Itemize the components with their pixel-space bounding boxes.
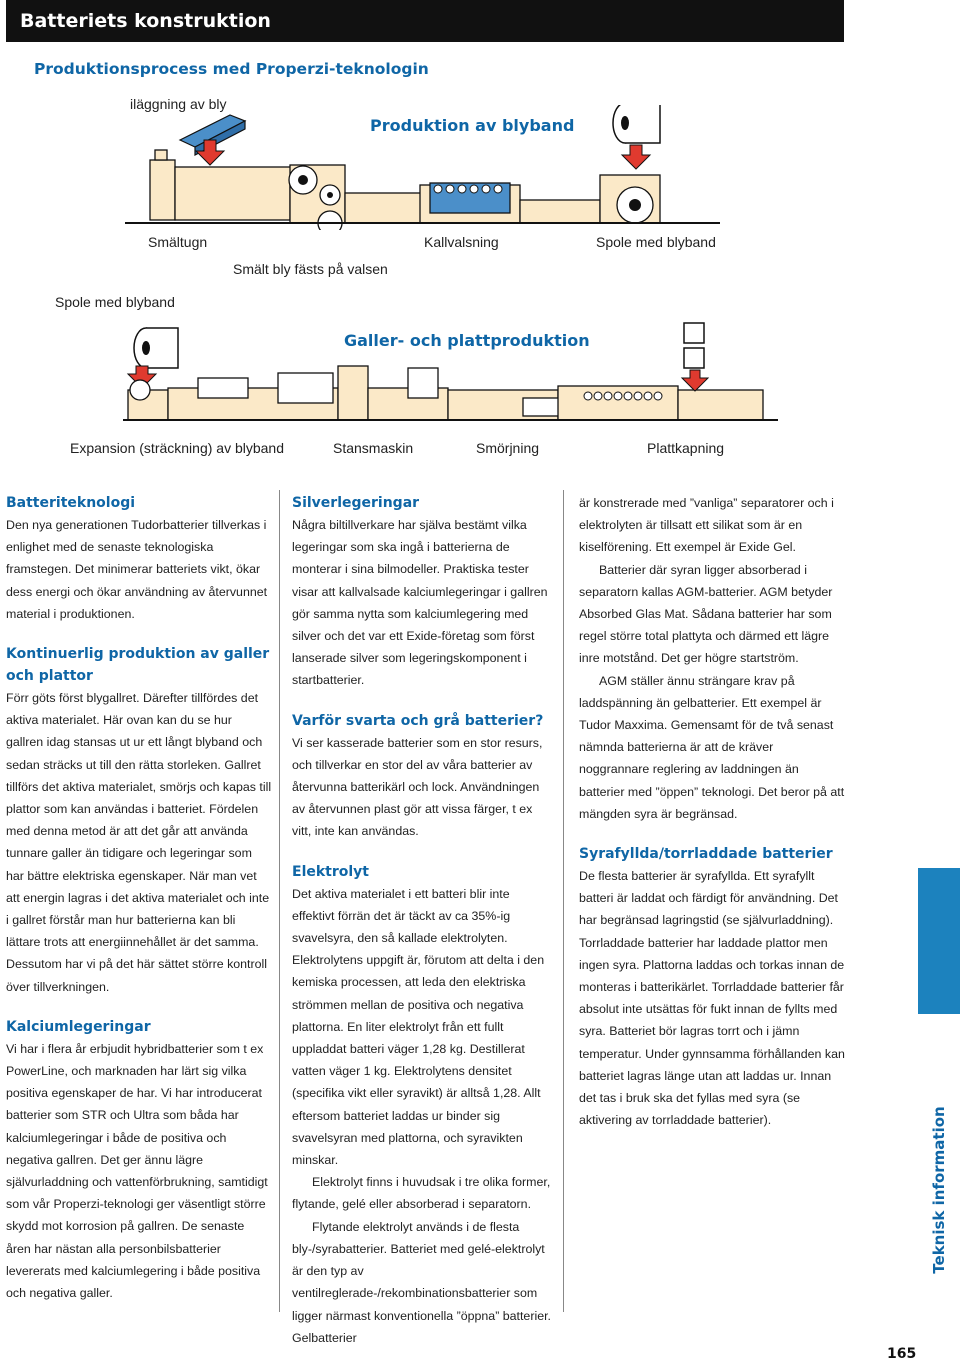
grid-plate-production-diagram [118, 318, 838, 428]
text-battery-technology: Den nya generationen Tudorbatterier tillverkas i enlighet med de senaste teknologiska framstegen. Det minimerar batteriets vikt, ökar dess energi och ökar användning av återvunnet material i produktionen. [6, 518, 268, 621]
text-silver-alloys: Några biltillverkare har själva bestämt vilka legeringar som ska ingå i batterierna de monterar i sina bilmodeller. Praktiska tester visar att kallvalsade kalciumlegeringar i gallren gör samma nytta som kalciumlegering med silver och det var ett Exide-företag som först lanserade silver som legeringskomponent i startbatterier. [292, 518, 548, 688]
text-calcium-alloys: Vi har i flera år erbjudit hybridbatterier som t ex PowerLine, och marknaden har lärt sig vilka positiva egenskaper de har. Vi har introducerat batterier som STR och Ultra som båda har kalciumlegeringar i både de positiva och negativa gallren. Det ger ännu lägre självurladdning och vattenförbrukning, samtidigt som vår Properzi-teknologi ger väsentligt större skydd mot korrosion på gallren. De senaste åren har nästan alla personbilsbatterier levererats med kalciumlegering i både positiva och negativa galler. [6, 1041, 268, 1301]
text-continuous-production: Förr göts först blygallret. Därefter tillfördes det aktiva materialet. Här ovan kan du se hur gallren idag stansas ut ur ett långt blyband och sedan sträcks ut till den rätta storleken. Gallret tillförs det aktiva materialet, smörjs och kapas till plattor som kan användas i batteriet. Fördelen med denna metod är att det går att använda tunnare galler än tidigare och legeringar som har bättre elektriska egenskaper. När man vet att energin lagras i det aktiva materialet och inte i gallret förstår man hur batterierna kan bli lättare trots att energiinnehållet är det samma. Dessutom har vi på det här sättet större kontroll över tillverkningen. [6, 691, 272, 994]
label-greasing: Smörjning [476, 440, 540, 456]
expansion-unit [128, 366, 368, 420]
text-electrolyte-2: Elektrolyt finns i huvudsak i tre olika former, flytande, gelé eller absorberad i separatorn. [292, 1175, 551, 1212]
label-expansion: Expansion (sträckning) av blyband [70, 440, 285, 456]
label-spool-bottom: Spole med blyband [55, 294, 175, 310]
label-spool-top: Spole med blyband [596, 234, 716, 250]
heading-calcium-alloys: Kalciumlegeringar [6, 1018, 151, 1035]
spool-icon [134, 328, 178, 368]
heading-black-grey-batteries: Varför svarta och grå batterier? [292, 712, 544, 729]
column-2 [292, 492, 554, 1349]
label-attach: Smält bly fästs på valsen [233, 261, 388, 277]
side-tab [918, 868, 960, 1014]
side-label-text: Teknisk information [930, 1106, 948, 1274]
label-cold-rolling: Kallvalsning [424, 234, 499, 250]
text-black-grey-batteries: Vi ser kasserade batterier som en stor resurs, och tillverkar en stor del av våra batterier av återvunna batterikärl och lock. Användningen av återvunnen plast gör att vissa färger, t ex vitt, inte kan användas. [292, 735, 543, 839]
heading-silver-alloys: Silverlegeringar [292, 495, 420, 511]
page-number: 165 [887, 1346, 917, 1362]
label-lead-input: iläggning av bly [130, 96, 227, 112]
label-smelting: Smältugn [148, 234, 208, 250]
section-subtitle: Produktionsprocess med Properzi-teknologin [34, 60, 429, 78]
column-divider [563, 490, 564, 1312]
heading-acid-filled: Syrafyllda/torrladdade batterier [579, 846, 833, 863]
stamping-machine-icon [368, 368, 448, 420]
heading-battery-technology: Batteriteknologi [6, 495, 136, 511]
text-acid-filled: De flesta batterier är syrafyllda. Ett syrafyllt batteri är laddat och färdigt för användning. Det har begränsad lagringstid (se självurladdning). Torrladdade batterier har laddade plattor men ingen syra. Plattorna laddas och torkas innan de monteras i batterikärlet. Torrladdade batterier får absolut inte utsättas för fukt innan de fyllts med syra. Batteriet bör lagras torrt och i jämn temperatur. Under gynnsamma förhållanden kan batteriet lagras länge utan att laddas ur. Innan det tas i bruk ska det fyllas med syra (se aktivering av torrladdade batterier). [579, 869, 845, 1128]
strip-line [345, 175, 660, 223]
text-agm-2: AGM ställer ännu strängare krav på laddspänning än gelbatterier. Ett exempel är Tudor Maxxima. Gemensamt för de två senast nämnda batterierna är att de kräver noggrannare reglering av laddningen än batterier med ”öppen” teknologi. Det beror på att mängden syra är begränsad. [579, 673, 845, 821]
greasing-unit [448, 386, 678, 420]
cut-plate-icon [684, 323, 704, 368]
page-banner [6, 0, 844, 42]
casting-wheel-icon [289, 165, 345, 230]
heading-electrolyte: Elektrolyt [292, 863, 369, 880]
text-agm-1: Batterier där syran ligger absorberad i separatorn kallas AGM-batterier. AGM betyder Absorbed Glas Mat. Sådana batterier har som regel större total plattyta och därmed ett lägre inre motstånd. Det ger högre startström. [579, 562, 833, 666]
banner-title: Batteriets konstruktion [20, 10, 271, 32]
blyband-production-diagram [120, 105, 820, 230]
diagram-bottom-title: Galler- och plattproduktion [344, 331, 590, 350]
spool-icon [613, 105, 660, 143]
plate-output [678, 390, 763, 420]
text-electrolyte-3: Flytande elektrolyt används i de flesta bly-/syrabatterier. Batteriet med gelé-elektrolyt är den typ av ventilreglerade-/rekombinationsbatterier som ligger närmast konventionella ”öppna” batterier. Gelbatterier [292, 1219, 551, 1345]
label-plate-cutting: Plattkapning [647, 440, 725, 456]
text-electrolyte-1: Det aktiva materialet i ett batteri blir inte effektivt förrän det är täckt av ca 35%-ig svavelsyra, den så kallade elektrolyten. Elektrolytens uppgift är, förutom att delta i den kemiska processen, att leda den elektriska strömmen mellan de positiva och negativa plattorna. En liter elektrolyt från ett fullt uppladdat batteri väger 1,28 kg. Destillerat vatten väger 1 kg. Elektrolytens densitet (specifika vikt eller syravikt) är alltså 1,28. Allt eftersom batteriet laddas ur binder sig svavelsyran med plattorna, och syravikten minskar. [292, 886, 545, 1168]
red-arrow-icon [622, 145, 650, 169]
red-arrow-icon [682, 370, 708, 391]
label-stamping: Stansmaskin [333, 440, 414, 456]
diagram-top-title: Produktion av blyband [370, 116, 575, 135]
column-1 [6, 492, 272, 1304]
column-3 [579, 492, 845, 1131]
heading-continuous-production: Kontinuerlig produktion av galler och plattor [6, 646, 270, 685]
spool-wheel-icon [617, 187, 653, 223]
text-gel-batteries: är konstrerade med ”vanliga” separatorer och i elektrolyten är tillsatt ett silikat som är en kiselförening. Ett exempel är Exide Gel. [579, 496, 834, 555]
column-divider [279, 490, 280, 1312]
